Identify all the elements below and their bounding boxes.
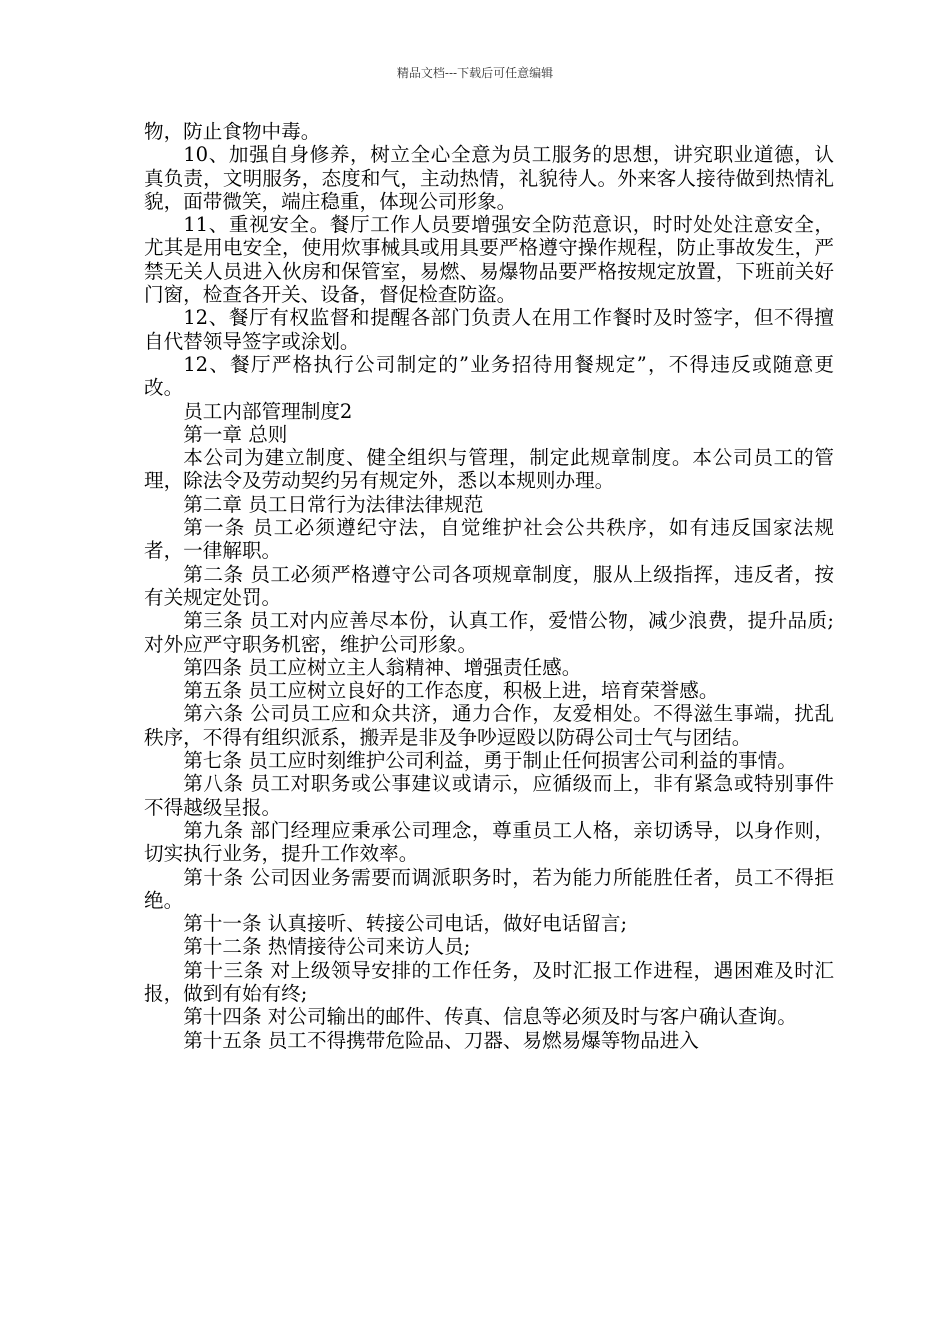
paragraph-item-10: 10、加强自身修养，树立全心全意为员工服务的思想，讲究职业道德，认真负责，文明服务，态度和气，主动热情，礼貌待人。外来客人接待做到热情礼貌，面带微笑，端庄稳重，体现公司形象。 [144,143,834,213]
chapter-2-heading: 第二章 员工日常行为法律法律规范 [183,492,484,516]
chapter-1-body: 本公司为建立制度、健全组织与管理，制定此规章制度。本公司员工的管理，除法令及劳动契约另有规定外，悉以本规则办理。 [144,446,834,493]
article-4: 第四条 员工应树立主人翁精神、增强责任感。 [183,655,582,679]
article-14: 第十四条 对公司输出的邮件、传真、信息等必须及时与客户确认查询。 [183,1005,797,1029]
article-9: 第九条 部门经理应秉承公司理念，尊重员工人格，亲切诱导，以身作则，切实执行业务，提升工作效率。 [144,818,834,866]
article-13: 第十三条 对上级领导安排的工作任务，及时汇报工作进程，遇困难及时汇报，做到有始有终; [144,958,834,1005]
article-12: 第十二条 热情接待公司来访人员; [183,935,471,959]
article-1: 第一条 员工必须遵纪守法，自觉维护社会公共秩序，如有违反国家法规者，一律解职。 [144,516,834,563]
article-8: 第八条 员工对职务或公事建议或请示，应循级而上，非有紧急或特别事件不得越级呈报。 [144,772,834,819]
article-5: 第五条 员工应树立良好的工作态度，积极上进，培育荣誉感。 [183,679,719,703]
paragraph-item-12b: 12、餐厅严格执行公司制定的”业务招待用餐规定”，不得违反或随意更改。 [144,352,834,400]
paragraph-item-11: 11、重视安全。餐厅工作人员要增强安全防范意识，时时处处注意安全，尤其是用电安全，使用炊事械具或用具要严格遵守操作规程，防止事故发生，严禁无关人员进入伙房和保管室，易燃、易爆物品要严格按规定放置，下班前关好门窗，检查各开关、设备，督促检查防盗。 [144,213,834,307]
document-body [144,120,834,1052]
section-title: 员工内部管理制度2 [183,399,353,423]
paragraph-item-12a: 12、餐厅有权监督和提醒各部门负责人在用工作餐时及时签字，但不得擅自代替领导签字或涂划。 [144,306,834,353]
chapter-1-heading: 第一章 总则 [183,422,288,446]
article-15: 第十五条 员工不得携带危险品、刀器、易燃易爆等物品进入 [183,1028,699,1052]
article-7: 第七条 员工应时刻维护公司利益，勇于制止任何损害公司利益的事情。 [183,749,797,773]
paragraph-continuation: 物，防止食物中毒。 [144,120,321,143]
article-11: 第十一条 认真接听、转接公司电话，做好电话留言; [183,912,628,936]
page-header: 精品文档---下载后可任意编辑 [396,66,554,80]
article-6: 第六条 公司员工应和众共济，通力合作，友爱相处。不得滋生事端，扰乱秩序，不得有组织派系，搬弄是非及争吵逗殴以防碍公司士气与团结。 [144,702,834,749]
article-2: 第二条 员工必须严格遵守公司各项规章制度，服从上级指挥，违反者，按有关规定处罚。 [144,562,834,609]
article-10: 第十条 公司因业务需要而调派职务时，若为能力所能胜任者，员工不得拒绝。 [144,865,834,912]
article-3: 第三条 员工对内应善尽本份，认真工作，爱惜公物，减少浪费，提升品质;对外应严守职务机密，维护公司形象。 [144,609,834,656]
